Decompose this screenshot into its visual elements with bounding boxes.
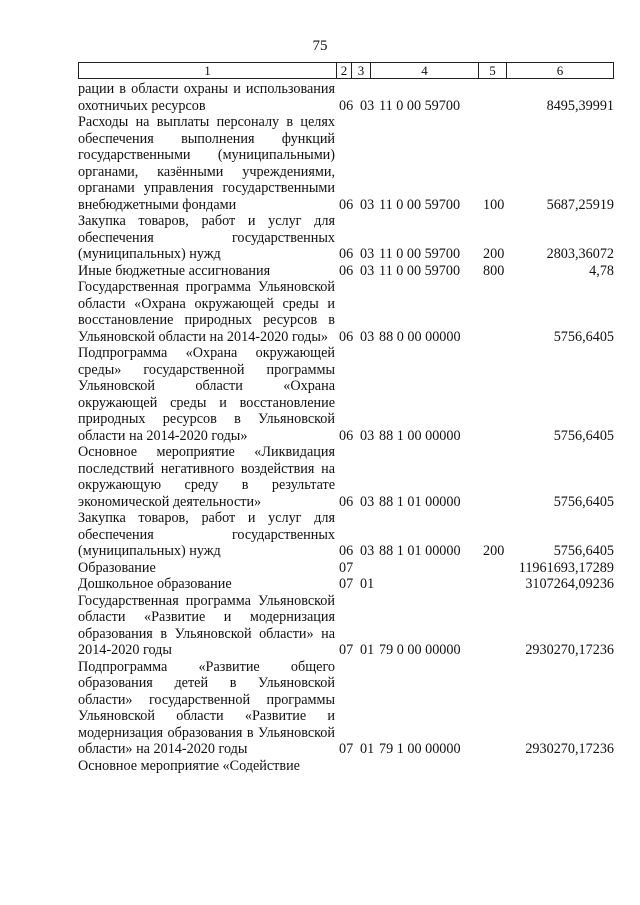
row-section: 06 xyxy=(339,543,354,559)
row-subsection: 01 xyxy=(360,741,375,757)
row-target-code: 79 0 00 00000 xyxy=(379,642,461,658)
row-expense-type: 200 xyxy=(483,543,505,559)
table-row xyxy=(78,510,614,560)
row-section: 07 xyxy=(339,741,354,757)
header-col-5: 5 xyxy=(479,63,507,78)
row-target-code: 11 0 00 59700 xyxy=(379,97,461,114)
row-section: 06 xyxy=(339,97,354,114)
row-amount: 2803,36072 xyxy=(546,246,614,262)
table-row xyxy=(78,593,614,659)
row-description: Государственная программа Ульяновской области «Охрана окружающей среды и восстановление природных ресурсов в Ульяновской области на 2014-2020 годы» xyxy=(78,279,335,345)
row-description: Основное мероприятие «Содействие xyxy=(78,757,300,774)
row-subsection: 03 xyxy=(360,97,375,114)
row-amount: 3107264,09236 xyxy=(525,576,614,592)
table-row xyxy=(78,263,614,280)
row-subsection: 03 xyxy=(360,427,375,444)
row-description: Закупка товаров, работ и услуг для обеспечения государственных (муниципальных) нужд xyxy=(78,510,335,559)
row-section: 07 xyxy=(339,576,354,592)
row-subsection: 03 xyxy=(360,543,375,559)
table-row xyxy=(78,345,614,444)
table-header xyxy=(78,62,614,79)
row-description: Образование xyxy=(78,559,156,576)
header-col-3: 3 xyxy=(352,63,371,78)
budget-table-body xyxy=(78,81,614,774)
row-subsection: 01 xyxy=(360,642,375,658)
page-number: 75 xyxy=(312,38,328,54)
table-row xyxy=(78,213,614,263)
row-target-code: 11 0 00 59700 xyxy=(379,196,461,213)
row-subsection: 01 xyxy=(360,576,375,592)
row-description: Государственная программа Ульяновской области «Развитие и модернизация образования в Ульяновской области» на 2014-2020 годы xyxy=(78,592,335,658)
row-amount: 5687,25919 xyxy=(546,196,614,213)
row-target-code: 11 0 00 59700 xyxy=(379,262,461,279)
row-target-code: 88 1 00 00000 xyxy=(379,427,461,444)
row-subsection: 03 xyxy=(360,246,375,262)
row-expense-type: 800 xyxy=(483,262,505,279)
row-target-code: 88 0 00 00000 xyxy=(379,328,461,345)
row-section: 06 xyxy=(339,262,354,279)
row-amount: 5756,6405 xyxy=(553,427,614,444)
row-subsection: 03 xyxy=(360,196,375,213)
row-amount: 4,78 xyxy=(589,262,614,279)
row-section: 06 xyxy=(339,196,354,213)
row-section: 07 xyxy=(339,559,354,576)
table-row xyxy=(78,576,614,593)
row-section: 06 xyxy=(339,427,354,444)
header-col-2: 2 xyxy=(337,63,352,78)
row-subsection: 03 xyxy=(360,262,375,279)
row-description: Дошкольное образование xyxy=(78,576,232,592)
table-row xyxy=(78,81,614,114)
table-row xyxy=(78,444,614,510)
row-target-code: 79 1 00 00000 xyxy=(379,741,461,757)
row-section: 07 xyxy=(339,642,354,658)
table-row xyxy=(78,279,614,345)
row-section: 06 xyxy=(339,493,354,510)
row-description: Расходы на выплаты персоналу в целях обеспечения выполнения функций государственными (муниципальными) органами, казёнными учреждениями, органами управления государственными внебюджетными фондами xyxy=(78,114,335,213)
row-amount: 11961693,17289 xyxy=(518,559,614,576)
row-description: Подпрограмма «Развитие общего образования детей в Ульяновской области» государственной программы Ульяновской области «Развитие и модернизация образования в Ульяновской области» на 2014-2020 годы xyxy=(78,658,335,757)
row-amount: 2930270,17236 xyxy=(525,741,614,757)
row-subsection: 03 xyxy=(360,328,375,345)
table-row xyxy=(78,659,614,758)
row-amount: 5756,6405 xyxy=(553,328,614,345)
row-expense-type: 100 xyxy=(483,196,505,213)
table-row xyxy=(78,560,614,577)
row-amount: 5756,6405 xyxy=(553,493,614,510)
row-target-code: 88 1 01 00000 xyxy=(379,493,461,510)
row-subsection: 03 xyxy=(360,493,375,510)
row-description: рации в области охраны и использования охотничьих ресурсов xyxy=(78,81,335,114)
header-col-1: 1 xyxy=(79,63,337,78)
row-amount: 5756,6405 xyxy=(553,543,614,559)
row-description: Подпрограмма «Охрана окружающей среды» государственной программы Ульяновской области «Охрана окружающей среды и восстановление природных ресурсов в Ульяновской области на 2014-2020 годы» xyxy=(78,345,335,444)
row-target-code: 88 1 01 00000 xyxy=(379,543,461,559)
row-target-code: 11 0 00 59700 xyxy=(379,246,461,262)
row-amount: 2930270,17236 xyxy=(525,642,614,658)
row-amount: 8495,39991 xyxy=(546,97,614,114)
row-description: Основное мероприятие «Ликвидация последствий негативного воздействия на окружающую среду в результате экономической деятельности» xyxy=(78,444,335,510)
header-col-4: 4 xyxy=(371,63,479,78)
table-row xyxy=(78,114,614,213)
table-row xyxy=(78,758,614,775)
row-section: 06 xyxy=(339,246,354,262)
row-description: Иные бюджетные ассигнования xyxy=(78,262,271,279)
header-col-6: 6 xyxy=(556,63,564,78)
row-expense-type: 200 xyxy=(483,246,505,262)
row-description: Закупка товаров, работ и услуг для обеспечения государственных (муниципальных) нужд xyxy=(78,213,335,262)
row-section: 06 xyxy=(339,328,354,345)
